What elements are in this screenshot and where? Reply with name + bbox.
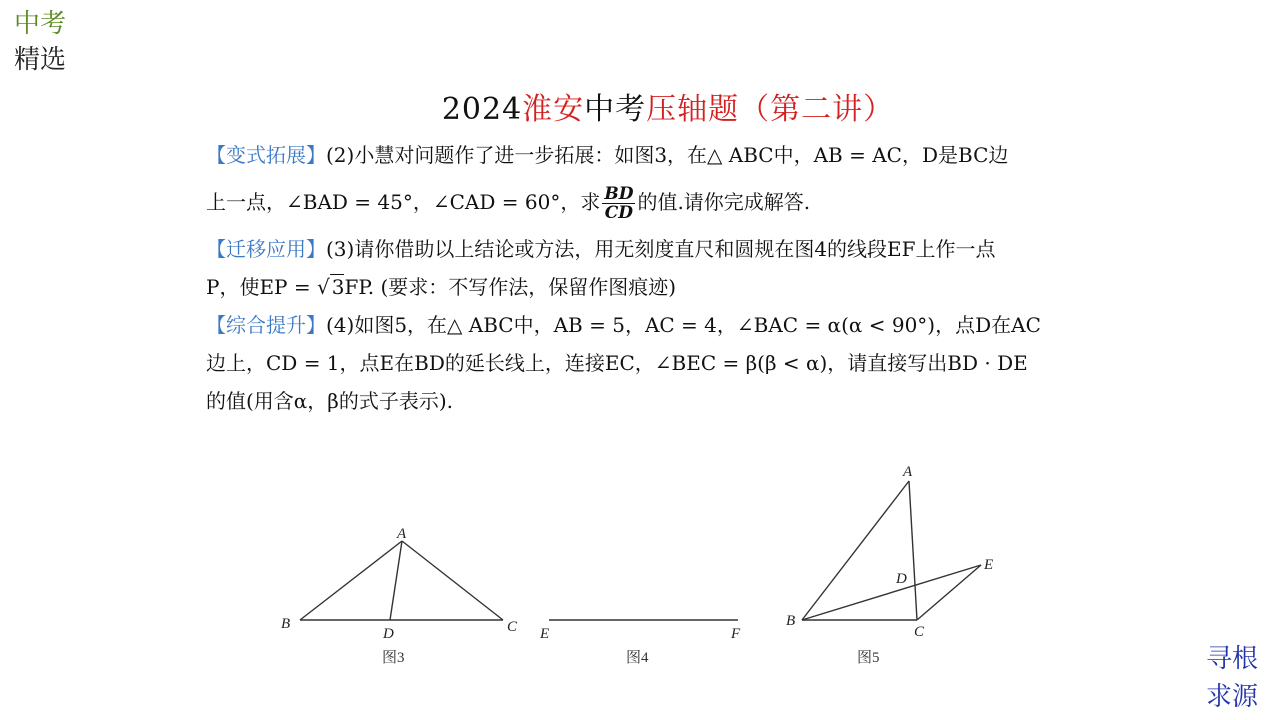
fig5-label-B: B (786, 613, 796, 629)
figure-5 (802, 481, 981, 620)
figure-3 (300, 541, 503, 620)
fig3-label-D: D (383, 626, 394, 642)
q3-text-1: (3)请你借助以上结论或方法，用无刻度直尺和圆规在图4的线段EF上作一点 (326, 237, 996, 261)
fig3-segment-AB (300, 541, 402, 620)
title-year: 2024 (441, 92, 523, 127)
fig3-label-A: A (397, 526, 407, 542)
q2-frac-numerator: BD (604, 184, 634, 204)
fig3-label-B: B (281, 616, 291, 632)
corner-text-jingxuan: 精选 (14, 45, 67, 75)
fig4-label-F: F (731, 626, 741, 642)
title-region: 淮安 (522, 92, 585, 127)
q2-tag: 【变式拓展】 (206, 143, 326, 167)
q3-sqrt-arg: 3 (331, 275, 345, 299)
corner-text-qiuyuan: 求源 (1205, 682, 1258, 712)
fig3-segment-AD (390, 541, 402, 620)
q2-text-2-pre: 上一点，∠BAD = 45°，∠CAD = 60°，求 (206, 190, 601, 214)
fig5-segment-AC (909, 481, 917, 620)
fig5-label-A: A (903, 464, 913, 480)
corner-label-bottom-right (1206, 640, 1258, 716)
fig4-caption: 图4 (626, 650, 649, 666)
fig5-segment-BE (802, 565, 981, 620)
fig5-caption: 图5 (857, 650, 880, 666)
q4-text-2: 边上，CD = 1，点E在BD的延长线上，连接EC，∠BEC = β(β < α)，请直接写出BD · DE (206, 351, 1028, 375)
fig5-label-E: E (984, 557, 994, 573)
corner-text-zhongkao: 中考 (14, 9, 67, 39)
q2-frac-denominator: CD (604, 203, 634, 223)
fig3-label-C: C (507, 619, 518, 635)
q4-text-1: (4)如图5，在△ ABC中，AB = 5，AC = 4，∠BAC = α(α < 90°)，点D在AC (326, 313, 1041, 337)
title-topic: 压轴题 (646, 92, 740, 127)
fig5-label-D: D (896, 571, 907, 587)
title-part: （第二讲） (739, 92, 895, 127)
q3-text-2-pre: P，使EP = √ (206, 275, 330, 299)
fig5-segment-EC (917, 565, 981, 620)
fig3-caption: 图3 (382, 650, 405, 666)
q4-tag: 【综合提升】 (206, 313, 326, 337)
q3-tag: 【迁移应用】 (206, 237, 326, 261)
title-exam: 中考 (584, 92, 647, 127)
q3-text-2-post: FP. (要求：不写作法，保留作图痕迹) (344, 275, 677, 299)
fig4-label-E: E (540, 626, 550, 642)
q2-text-1: (2)小慧对问题作了进一步拓展：如图3，在△ ABC中，AB = AC，D是BC边 (326, 143, 1009, 167)
fig5-label-C: C (914, 624, 925, 640)
q2-text-2-post: 的值.请你完成解答. (637, 190, 811, 214)
fig5-segment-AB (802, 481, 909, 620)
corner-text-xungen: 寻根 (1205, 644, 1258, 674)
q4-text-3: 的值(用含α，β的式子表示). (206, 389, 454, 413)
fig3-segment-AC (402, 541, 503, 620)
